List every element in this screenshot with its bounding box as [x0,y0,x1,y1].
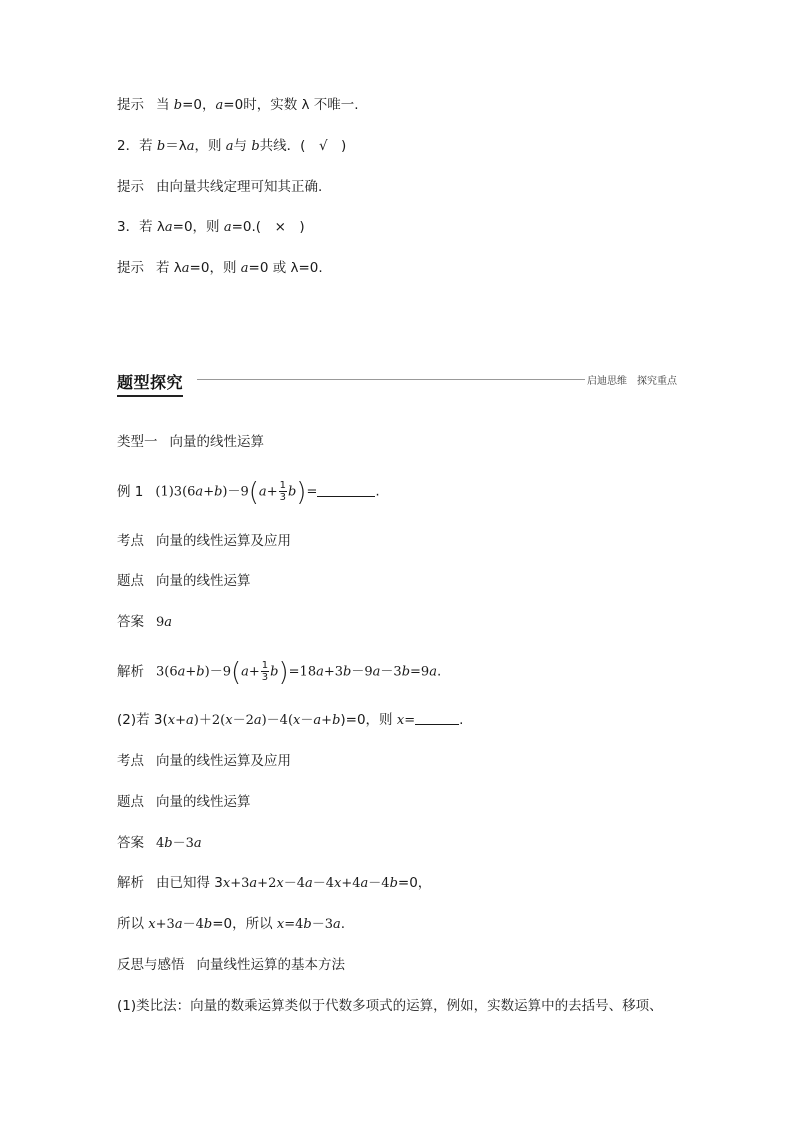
fraction: $\frac{1}{3}$ [279,480,286,503]
section-subtitle: 启迪思维 探究重点 [587,376,677,387]
hint-line-2: 提示 由向量共线定理可知其正确. [117,179,323,195]
right-paren: ) [296,477,307,508]
answer-blank [317,484,375,497]
left-paren: ( [248,477,259,508]
section-header [117,368,677,396]
fraction: $\frac{1}{3}$ [261,660,269,683]
tidian-2: 题点 向量的线性运算 [117,794,251,810]
example-1-part-2: (2)若 3(x+a)＋2(x－2a)－4(x－a+b)=0，则 x= . [117,712,464,728]
hint-line-1: 提示 当 b=0，a=0时，实数 λ 不唯一. [117,97,359,113]
solution-2: 解析 由已知得 3x+3a+2x－4a－4x+4a－4b=0， [117,875,432,891]
reflection-heading: 反思与感悟 向量线性运算的基本方法 [117,957,345,973]
analogy-paragraph: (1)类比法：向量的数乘运算类似于代数多项式的运算，例如，实数运算中的去括号、移项、 [117,998,663,1014]
example-label: 例 1 [117,483,144,500]
question-3: 3．若 λa=0，则 a=0.( × ) [117,219,305,235]
section-title: 题型探究 [117,370,183,397]
solution-1: 解析 3(6a+b)－9(a+ $\frac{1}{3}$ b)=18a+3b－9a－3b=9a. [117,657,442,688]
hint-line-3: 提示 若 λa=0，则 a=0 或 λ=0. [117,260,323,276]
type-heading: 类型一 向量的线性运算 [117,434,264,450]
hint-label: 提示 [117,179,144,195]
answer-blank [415,712,459,725]
tidian-1: 题点 向量的线性运算 [117,573,251,589]
kaodian-2: 考点 向量的线性运算及应用 [117,753,291,769]
kaodian-1: 考点 向量的线性运算及应用 [117,533,291,549]
question-2: 2．若 b＝λa，则 a与 b共线．( √ ) [117,138,347,154]
header-divider [197,379,585,380]
answer-1: 答案 9a [117,614,173,630]
answer-2: 答案 4b－3a [117,835,202,851]
hint-label: 提示 [117,97,144,113]
hint-label: 提示 [117,260,144,276]
conclusion-line: 所以 x+3a－4b=0，所以 x=4b－3a. [117,916,346,932]
example-1: 例 1 (1)3(6a+b)－9(a+ $\frac{1}{3}$ b)= . [117,477,380,508]
